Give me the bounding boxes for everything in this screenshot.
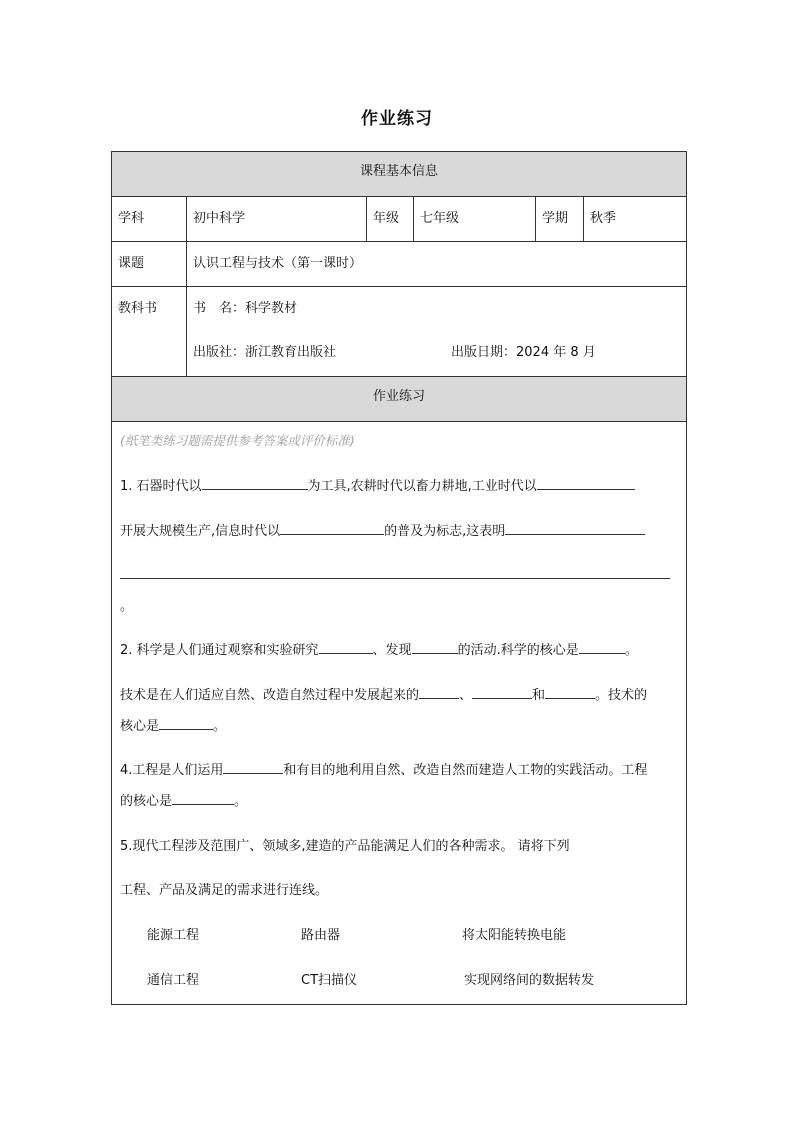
q1-text-2: 为工具,农耕时代以畜力耕地,工业时代以 xyxy=(307,479,537,494)
q4-blank-1[interactable] xyxy=(223,760,283,774)
course-meta-row xyxy=(112,197,686,242)
q2-text-10: 。 xyxy=(213,719,227,734)
q1-text-3: 开展大规模生产,信息时代以 xyxy=(120,524,281,539)
match-product-1[interactable]: 路由器 xyxy=(301,928,341,943)
q4-line2 xyxy=(120,790,247,809)
answer-note: (纸笔类练习题需提供参考答案或评价标准) xyxy=(120,433,355,448)
match-need-2[interactable]: 实现网络间的数据转发 xyxy=(464,973,595,988)
q2-text-2: 、发现 xyxy=(372,643,412,658)
q2-blank-1[interactable] xyxy=(319,640,373,654)
term-value: 秋季 xyxy=(590,211,617,226)
subject-value-cell xyxy=(187,197,367,241)
match-product-2[interactable]: CT扫描仪 xyxy=(301,973,358,988)
q2-blank-6[interactable] xyxy=(545,685,595,699)
q4-text-3: 的核心是 xyxy=(120,794,173,809)
textbook-value-cell xyxy=(187,287,686,376)
q5-line1: 5.现代工程涉及范围广、领域多,建造的产品能满足人们的各种需求。 请将下列 xyxy=(120,839,570,854)
topic-label-cell xyxy=(112,242,187,286)
pub-date: 出版日期：2024 年 8 月 xyxy=(451,345,596,360)
textbook-row xyxy=(112,287,686,377)
q1-blank-1[interactable] xyxy=(202,476,308,490)
q4-line1 xyxy=(120,759,647,778)
q1-blank-2[interactable] xyxy=(537,476,635,490)
grade-value-cell xyxy=(414,197,536,241)
q1-line2 xyxy=(120,520,645,539)
term-value-cell xyxy=(584,197,686,241)
q2-blank-7[interactable] xyxy=(159,716,213,730)
grade-label: 年级 xyxy=(373,211,400,226)
page-title: 作业练习 xyxy=(361,109,433,129)
q2-blank-5[interactable] xyxy=(472,685,532,699)
q4-text-1: 4.工程是人们运用 xyxy=(120,763,224,778)
book-name: 书 名：科学教材 xyxy=(193,301,298,316)
q1-text-4: 的普及为标志,这表明 xyxy=(384,524,506,539)
topic-label: 课题 xyxy=(118,256,145,271)
topic-value-cell xyxy=(187,242,686,286)
q2-blank-2[interactable] xyxy=(412,640,458,654)
course-info-header xyxy=(112,152,686,197)
subject-value: 初中科学 xyxy=(193,211,246,226)
q2-text-8: 。技术的 xyxy=(595,688,648,703)
exercise-body xyxy=(112,422,686,1004)
grade-label-cell xyxy=(367,197,414,241)
q1-blank-4[interactable] xyxy=(505,521,645,535)
course-info-header-label: 课程基本信息 xyxy=(359,164,438,179)
q1-line1 xyxy=(120,475,635,494)
topic-row xyxy=(112,242,686,287)
subject-label: 学科 xyxy=(118,211,145,226)
q1-blank-3[interactable] xyxy=(280,521,384,535)
q2-text-5: 技术是在人们适应自然、改造自然过程中发展起来的 xyxy=(120,688,420,703)
q4-blank-2[interactable] xyxy=(172,791,234,805)
homework-header xyxy=(112,377,686,422)
q4-text-4: 。 xyxy=(234,794,248,809)
subject-label-cell xyxy=(112,197,187,241)
match-need-1[interactable]: 将太阳能转换电能 xyxy=(462,928,567,943)
q1-end: 。 xyxy=(120,599,134,614)
q2-text-7: 和 xyxy=(532,688,546,703)
publisher: 出版社：浙江教育出版社 xyxy=(193,345,337,360)
q2-text-1: 2. 科学是人们通过观察和实验研究 xyxy=(120,643,319,658)
q1-blank-5[interactable] xyxy=(120,578,670,579)
textbook-label-cell xyxy=(112,287,187,376)
q2-text-3: 的活动.科学的核心是 xyxy=(457,643,579,658)
q1-text-1: 1. 石器时代以 xyxy=(120,479,202,494)
q2-line1 xyxy=(120,639,638,658)
grade-value: 七年级 xyxy=(420,211,460,226)
q2-text-4: 。 xyxy=(624,643,638,658)
q2-line2 xyxy=(120,684,647,703)
homework-header-label: 作业练习 xyxy=(372,389,425,404)
q2-blank-3[interactable] xyxy=(579,640,625,654)
q2-line3 xyxy=(120,715,226,734)
q2-text-9: 核心是 xyxy=(120,719,160,734)
q2-blank-4[interactable] xyxy=(419,685,459,699)
textbook-label: 教科书 xyxy=(118,301,158,316)
course-table xyxy=(111,151,687,1005)
topic-value: 认识工程与技术（第一课时） xyxy=(193,256,363,271)
q4-text-2: 和有目的地利用自然、改造自然而建造人工物的实践活动。工程 xyxy=(283,763,648,778)
q5-line2: 工程、产品及满足的需求进行连线。 xyxy=(120,883,329,898)
match-project-1[interactable]: 能源工程 xyxy=(147,928,200,943)
term-label: 学期 xyxy=(542,211,569,226)
match-project-2[interactable]: 通信工程 xyxy=(147,973,200,988)
term-label-cell xyxy=(536,197,584,241)
q2-text-6: 、 xyxy=(459,688,473,703)
